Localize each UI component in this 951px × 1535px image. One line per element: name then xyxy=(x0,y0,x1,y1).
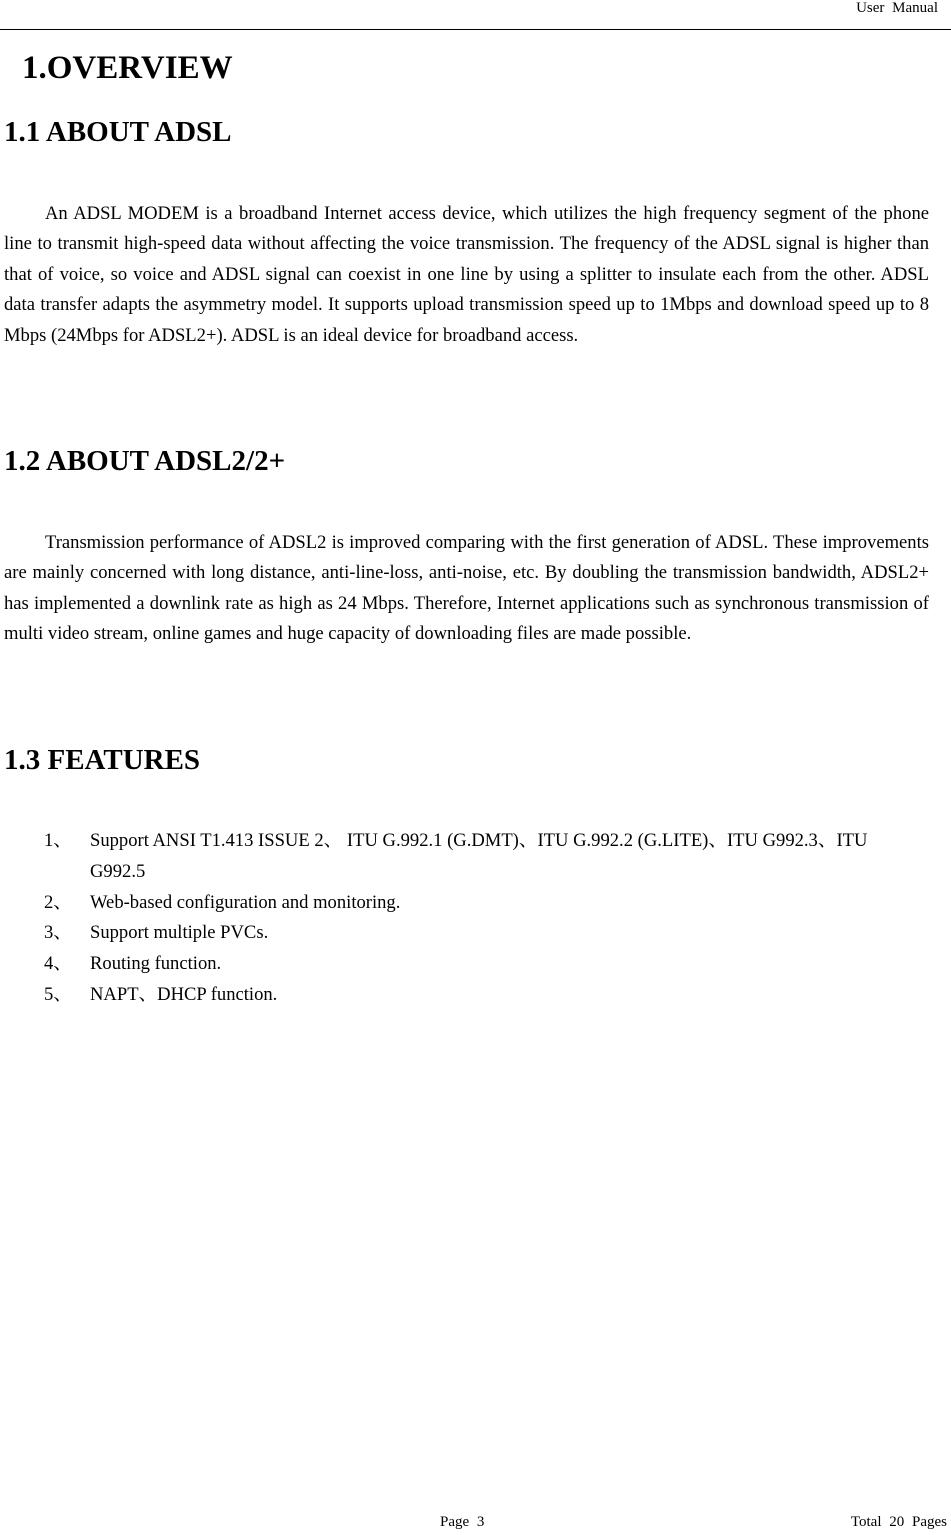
feature-text: Support multiple PVCs. xyxy=(90,922,269,944)
feature-item xyxy=(44,949,924,980)
header-divider xyxy=(0,29,951,30)
feature-number: 1、 xyxy=(44,830,72,851)
section-title-about-adsl2: 1.2 ABOUT ADSL2/2+ xyxy=(4,445,286,477)
feature-text: Support ANSI T1.413 ISSUE 2、 ITU G.992.1 (G.DMT)、ITU G.992.2 (G.LITE)、ITU G992.3、ITU G992.5 xyxy=(90,830,868,882)
section-title-about-adsl: 1.1 ABOUT ADSL xyxy=(4,116,232,148)
feature-number: 4、 xyxy=(44,953,72,975)
feature-number: 3、 xyxy=(44,922,72,944)
feature-number: 5、 xyxy=(44,983,72,1005)
total-pages: Total 20 Pages xyxy=(850,1514,947,1530)
feature-text: Routing function. xyxy=(90,953,222,975)
chapter-title: 1.OVERVIEW xyxy=(22,50,233,86)
about-adsl2-paragraph: Transmission performance of ADSL2 is improved comparing with the first generation of ADSL. These improvements are mainly concerned with long distance, anti-line-loss, anti-noise, etc. By doubling the transmission bandwidth, ADSL2+ has implemented a downlink rate as high as 24 Mbps. Therefore, Internet applications such as synchronous transmission of multi video stream, online games and huge capacity of downloading files are made possible. xyxy=(4,532,929,645)
features-list xyxy=(44,826,924,1011)
feature-item xyxy=(44,918,924,949)
feature-item xyxy=(44,888,924,919)
running-header: User Manual xyxy=(856,0,938,16)
feature-item xyxy=(44,980,924,1011)
about-adsl-paragraph: An ADSL MODEM is a broadband Internet access device, which utilizes the high frequency segment of the phone line to transmit high-speed data without affecting the voice transmission. The frequency of the ADSL signal is higher than that of voice, so voice and ADSL signal can coexist in one line by using a splitter to insulate each from the other. ADSL data transfer adapts the asymmetry model. It supports upload transmission speed up to 1Mbps and download speed up to 8 Mbps (24Mbps for ADSL2+). ADSL is an ideal device for broadband access. xyxy=(4,203,929,346)
feature-item xyxy=(44,826,924,888)
feature-text: Web-based configuration and monitoring. xyxy=(90,891,401,913)
feature-text: NAPT、DHCP function. xyxy=(90,983,278,1005)
section-title-features: 1.3 FEATURES xyxy=(4,744,201,776)
page-number: Page 3 xyxy=(440,1514,485,1530)
feature-number: 2、 xyxy=(44,891,72,913)
